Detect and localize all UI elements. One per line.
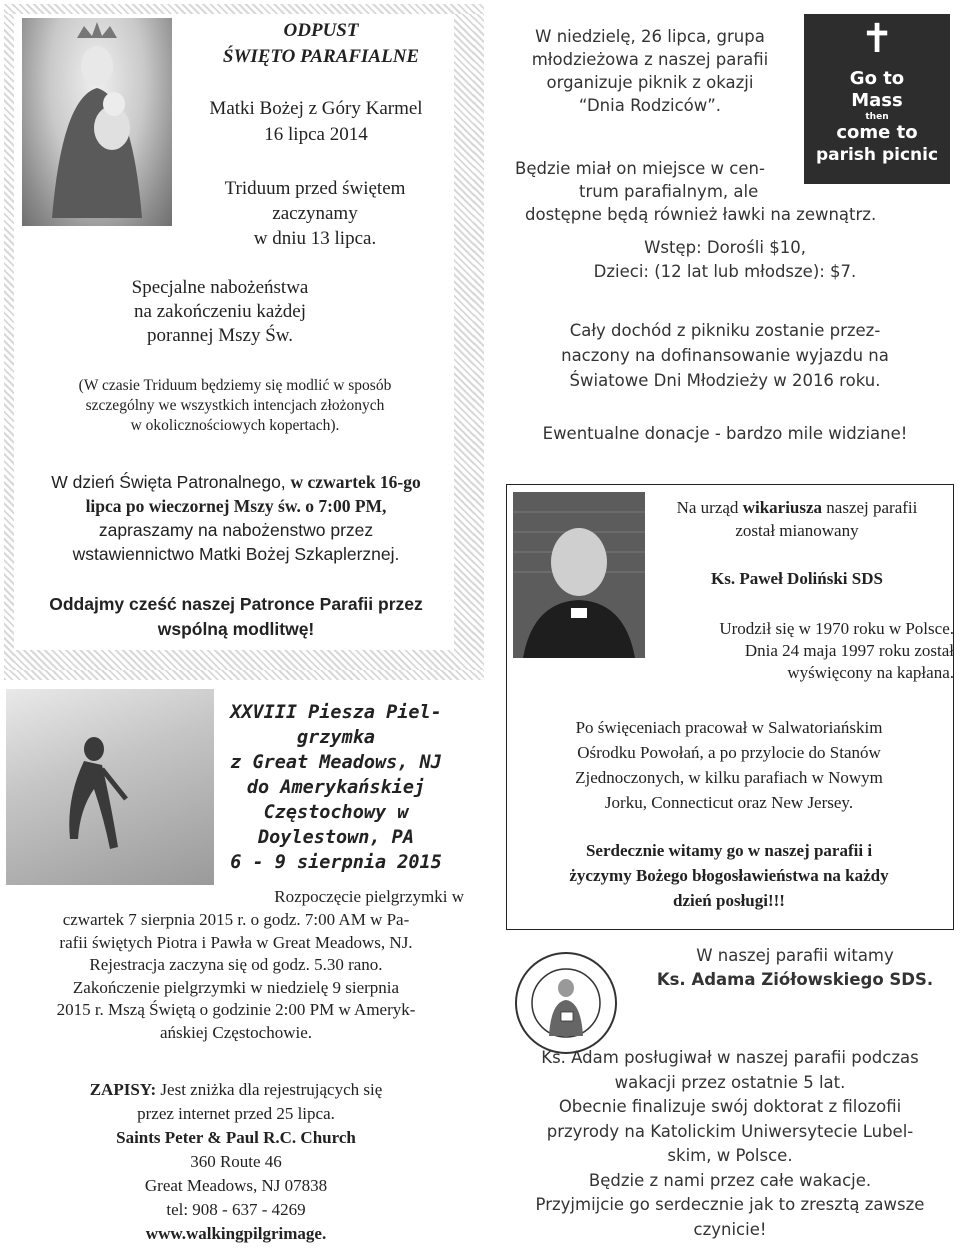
- guest-line: Obecnie finalizuje swój doktorat z filozofii: [558, 1097, 902, 1116]
- walking-shadow-icon: [6, 689, 214, 885]
- priest-portrait-icon: [513, 492, 645, 658]
- pilgrimage-detail-line: czwartek 7 sierpnia 2015 r. o godz. 7:00 AM w Pa-: [62, 910, 410, 929]
- priest-photo: [513, 492, 645, 658]
- picnic-line: “Dnia Rodziców”.: [578, 96, 722, 115]
- vicar-welcome-line: życzymy Bożego błogosławieństwa na każdy: [569, 866, 889, 885]
- honor-line: wspólną modlitwę!: [157, 619, 315, 639]
- feast-date: 16 lipca 2014: [264, 124, 368, 145]
- odpust-title: ODPUST: [283, 20, 359, 41]
- special-service-line: porannej Mszy Św.: [147, 325, 293, 346]
- guest-line: Będzie z nami przez całe wakacje.: [588, 1170, 872, 1190]
- pilgrimage-start: Rozpoczęcie pielgrzymki w: [274, 887, 464, 906]
- pilgrimage-dates: 6 - 9 sierpnia 2015: [230, 852, 442, 873]
- pilgrimage-detail-line: ańskiej Częstochowie.: [159, 1022, 312, 1042]
- pilgrimage-website[interactable]: www.walkingpilgrimage.: [145, 1224, 327, 1243]
- intentions-line: szczególny we wszystkich intencjach złożonych: [85, 397, 385, 414]
- honor-line: Oddajmy cześć naszej Patronce Parafii przez: [49, 594, 423, 614]
- zapisy-deadline: przez internet przed 25 lipca.: [137, 1104, 335, 1123]
- pilgrimage-detail-line: Zakończenie pielgrzymki w niedzielę 9 sierpnia: [72, 977, 400, 997]
- church-city: Great Meadows, NJ 07838: [144, 1176, 328, 1195]
- our-lady-of-mount-carmel-image: [22, 18, 172, 226]
- guest-line: przyrody na Katolickim Uniwersytecie Lubel-: [546, 1121, 914, 1141]
- feast-day-text: W dzień Święta Patronalnego,: [51, 472, 291, 492]
- feast-day-invite: zapraszamy na nabożenstwo przez: [98, 520, 374, 540]
- triduum-line: zaczynamy: [272, 203, 358, 224]
- salvator-seal-icon: [511, 950, 621, 1056]
- pilgrimage-title-line: do Amerykańskiej: [246, 777, 426, 798]
- picnic-donations: Ewentualne donacje - bardzo mile widziane!: [542, 424, 908, 443]
- zapisy-text: Jest zniżka dla rejestrujących się: [156, 1080, 383, 1099]
- picnic-line: W niedzielę, 26 lipca, grupa: [535, 27, 765, 46]
- picnic-proceeds-line: naczony na dofinansowanie wyjazdu na: [561, 346, 889, 365]
- picnic-place-line: trum parafialnym, ale: [579, 182, 759, 201]
- vicar-welcome-line: Serdecznie witamy go w naszej parafii i: [585, 841, 873, 860]
- vicar-name: Ks. Paweł Doliński SDS: [711, 569, 883, 588]
- special-service-line: na zakończeniu każdej: [134, 301, 306, 322]
- pilgrimage-title-line: z Great Meadows, NJ: [230, 752, 442, 773]
- salvatorian-seal: [511, 950, 621, 1056]
- vicar-ordained-priest: wyświęcony na kapłana.: [787, 663, 954, 682]
- pilgrimage-title-line: grzymka: [297, 727, 375, 748]
- pilgrimage-title-line: XXVIII Piesza Piel-: [230, 702, 442, 723]
- picnic-proceeds-line: Cały dochód z pikniku zostanie przez-: [569, 321, 881, 340]
- vicar-bio-line: Jorku, Connecticut oraz New Jersey.: [604, 793, 854, 812]
- picnic-place-line: Będzie miał on miejsce w cen-: [515, 159, 765, 178]
- mary-figure-icon: [22, 18, 172, 226]
- pilgrimage-title-line: Częstochowy w: [263, 802, 409, 823]
- guest-name: Ks. Adama Ziółowskiego SDS.: [656, 970, 934, 989]
- guest-line: czynicie!: [693, 1219, 767, 1239]
- feast-day-evening: lipca po wieczornej Mszy św.: [85, 496, 301, 516]
- pilgrimage-detail-line: Rejestracja zaczyna się od godz. 5.30 rano.: [89, 955, 383, 974]
- zapisy-label: ZAPISY:: [89, 1080, 157, 1099]
- vicar-intro-parish: naszej parafii: [822, 498, 918, 517]
- church-name: Saints Peter & Paul R.C. Church: [116, 1128, 356, 1147]
- vicar-born: Urodził się w 1970 roku w Polsce.: [719, 619, 954, 638]
- feast-day-intercession: wstawiennictwo Matki Bożej Szkaplerznej.: [72, 544, 400, 564]
- vicar-welcome-line: dzień posługi!!!: [673, 891, 785, 910]
- picnic-price-children: Dzieci: (12 lat lub młodsze): $7.: [593, 262, 857, 281]
- picnic-proceeds-line: Światowe Dni Młodzieży w 2016 roku.: [569, 371, 881, 390]
- special-service-line: Specjalne nabożeństwa: [131, 277, 309, 298]
- church-street: 360 Route 46: [190, 1152, 282, 1171]
- cross-icon: ✝: [860, 16, 894, 62]
- intentions-line: (W czasie Triduum będziemy się modlić w sposób: [78, 377, 392, 394]
- vicar-role: wikariusza: [742, 498, 823, 517]
- odpust-heading: [196, 18, 446, 70]
- guest-intro: W naszej parafii witamy: [696, 946, 894, 965]
- vicar-ordained: Dnia 24 maja 1997 roku został: [744, 641, 954, 660]
- feast-day-time: o 7:00 PM,: [300, 496, 387, 516]
- triduum-line: Triduum przed świętem: [224, 178, 406, 199]
- odpust-subtitle: ŚWIĘTO PARAFIALNE: [222, 46, 420, 67]
- guest-line: Przyjmijcie go serdecznie jak to zresztą zawsze: [535, 1195, 925, 1214]
- guest-line: wakacji przez ostatnie 5 lat.: [614, 1072, 846, 1092]
- pilgrimage-title-line: Doylestown, PA: [258, 827, 414, 848]
- go-to-mass-sign: ✝ Go to Mass then come to parish picnic: [804, 14, 950, 184]
- pilgrimage-detail-line: 2015 r. Mszą Świętą o godzinie 2:00 PM w Ameryk-: [56, 1000, 416, 1019]
- vicar-bio-line: Po święceniach pracował w Salwatoriańskim: [575, 718, 883, 737]
- vicar-intro: Na urząd: [676, 498, 743, 517]
- feast-day-bold: w czwartek 16-go: [290, 472, 421, 492]
- vicar-bio-line: Zjednoczonych, w kilku parafiach w Nowym: [575, 768, 883, 787]
- pilgrim-shadow-photo: [6, 689, 214, 885]
- picnic-line: młodzieżowa z naszej parafii: [531, 50, 769, 69]
- vicar-bio-line: Ośrodku Powołań, a po przylocie do Stanów: [577, 743, 881, 762]
- pilgrimage-detail-line: rafii świętych Piotra i Pawła w Great Meadows, NJ.: [59, 932, 413, 952]
- guest-line: skim, w Polsce.: [667, 1146, 793, 1165]
- intentions-line: w okolicznościowych kopertach).: [130, 417, 340, 434]
- church-phone: tel: 908 - 637 - 4269: [166, 1200, 306, 1219]
- picnic-place-line: dostępne będą również ławki na zewnątrz.: [525, 205, 877, 224]
- picnic-line: organizuje piknik z okazji: [546, 73, 754, 92]
- feast-title: Matki Bożej z Góry Karmel: [209, 98, 423, 119]
- vicar-appointed: został mianowany: [735, 521, 859, 540]
- triduum-line: w dniu 13 lipca.: [253, 228, 377, 249]
- picnic-price-adults: Wstęp: Dorośli $10,: [644, 238, 806, 257]
- guest-line: Ks. Adam posługiwał w naszej parafii podczas: [541, 1048, 919, 1067]
